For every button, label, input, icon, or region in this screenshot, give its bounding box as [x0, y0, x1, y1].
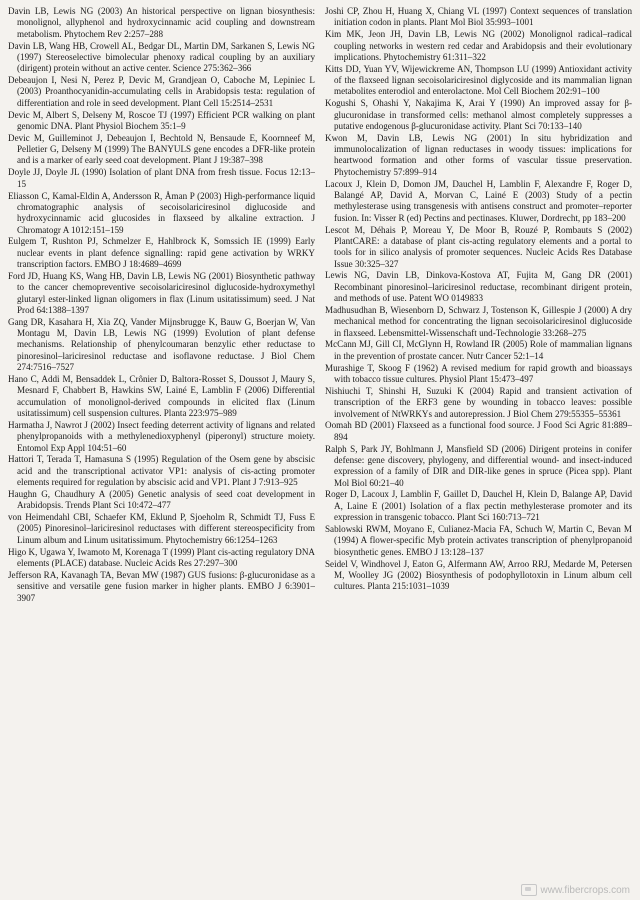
- reference-entry: Kim MK, Jeon JH, Davin LB, Lewis NG (2002) Monolignol radical–radical coupling networks in western red cedar and Arabidopsis and their evolutionary implications. Phytochemistry 61:311–322: [325, 29, 632, 62]
- reference-entry: Joshi CP, Zhou H, Huang X, Chiang VL (1997) Context sequences of translation initiation codon in plants. Plant Mol Biol 35:993–1001: [325, 6, 632, 28]
- reference-entry: Kogushi S, Ohashi Y, Nakajima K, Arai Y (1990) An improved assay for β-glucuronidase in transformed cells: methanol almost completely suppresses a putative endogenous β-glucuronidase activity. Plant Sci 70:133–140: [325, 98, 632, 131]
- reference-entry: Hattori T, Terada T, Hamasuna S (1995) Regulation of the Osem gene by abscisic acid and the transcriptional activator VP1: analysis of cis-acting promoter elements required for regulation by abscisic acid and VP1. Plant J 7:913–925: [8, 454, 315, 488]
- reference-entry: von Heimendahl CBI, Schaefer KM, Eklund P, Sjoeholm R, Schmidt TJ, Fuss E (2005) Pinoresinol–lariciresinol reductases with different stereospecificity from Linum album and Linum usitatissimum. Phytochemistry 66:1254–1263: [8, 512, 315, 545]
- reference-entry: Lewis NG, Davin LB, Dinkova-Kostova AT, Fujita M, Gang DR (2001) Recombinant pinoresinol–lariciresinol reductase, recombinant dirigent protein, and methods of use. Patent WO 0149833: [325, 270, 632, 304]
- reference-entry: McCann MJ, Gill CI, McGlynn H, Rowland IR (2005) Role of mammalian lignans in the prevention of prostate cancer. Nutr Cancer 52:1–14: [325, 339, 632, 361]
- reference-entry: Davin LB, Lewis NG (2003) An historical perspective on lignan biosynthesis: monolignol, allyphenol and hydroxycinnamic acid coupling and downstream metabolism. Phytochem Rev 2:257–288: [8, 6, 315, 39]
- reference-entry: Davin LB, Wang HB, Crowell AL, Bedgar DL, Martin DM, Sarkanen S, Lewis NG (1997) Stereoselective bimolecular phenoxy radical coupling by an auxiliary (dirigent) protein without an active center. Science 275:362–366: [8, 40, 315, 74]
- reference-entry: Seidel V, Windhovel J, Eaton G, Alfermann AW, Arroo RRJ, Medarde M, Petersen M, Woolley JG (2002) Biosynthesis of podophyllotoxin in Linum album cell cultures. Planta 215:1031–1039: [325, 558, 632, 592]
- reference-entry: Gang DR, Kasahara H, Xia ZQ, Vander Mijnsbrugge K, Bauw G, Boerjan W, Van Montagu M, Davin LB, Lewis NG (1999) Evolution of plant defense mechanisms. Relationship of phenylcoumaran benzylic ether reductase to pinoresinol–lariciresinol reductase and isoflavone reductase. J Biol Chem 274:7516–7527: [8, 316, 315, 373]
- reference-entry: Sablowski RWM, Moyano E, Culianez-Macia FA, Schuch W, Martin C, Bevan M (1994) A flower-specific Myb protein activates transcription of phenylpropanoid biosynthetic genes. EMBO J 13:128–137: [325, 523, 632, 557]
- watermark-logo-icon: [521, 884, 537, 896]
- reference-entry: Eulgem T, Rushton PJ, Schmelzer E, Hahlbrock K, Somssich IE (1999) Early nuclear events in plant defence signalling: rapid gene activation by WRKY transcription factors. EMBO J 18:4689–4699: [8, 236, 315, 270]
- reference-column-right: [325, 6, 632, 900]
- reference-column-left: [8, 6, 315, 900]
- reference-entry: Ralph S, Park JY, Bohlmann J, Mansfield SD (2006) Dirigent proteins in conifer defense: gene discovery, phylogeny, and differential wound- and insect-induced expression of a family of DIR and DIR-like genes in spruce (Picea spp). Plant Mol Biol 60:21–40: [325, 443, 632, 488]
- reference-entry: Hano C, Addi M, Bensaddek L, Crônier D, Baltora-Rosset S, Doussot J, Maury S, Mesnard F, Chabbert B, Hawkins SW, Lainé E, Lamblin F (2006) Differential accumulation of monolignol-derived compounds in elicited flax (Linum usitatissimum) cell suspension cultures. Planta 223:975–989: [8, 374, 315, 419]
- reference-entry: Oomah BD (2001) Flaxseed as a functional food source. J Food Sci Agric 81:889–894: [325, 420, 632, 442]
- reference-entry: Lescot M, Déhais P, Moreau Y, De Moor B, Rouzé P, Rombauts S (2002) PlantCARE: a database of plant cis-acting regulatory elements and a portal to tools for in silico analysis of promoter sequences. Nucleic Acids Res Database Issue 30:325–327: [325, 224, 632, 269]
- reference-entry: Eliasson C, Kamal-Eldin A, Andersson R, Åman P (2003) High-performance liquid chromatographic analysis of secoisolariciresinol diglucoside and hydroxycinnamic acid glucosides in flaxseed by alkaline extraction. J Chromatogr A 1012:151–159: [8, 190, 315, 235]
- reference-entry: Kwon M, Davin LB, Lewis NG (2001) In situ hybridization and immunolocalization of lignan reductases in woody tissues: implications for heartwood formation and other forms of vascular tissue preservation. Phytochemistry 57:899–914: [325, 132, 632, 177]
- reference-entry: Harmatha J, Nawrot J (2002) Insect feeding deterrent activity of lignans and related phenylpropanoids with a methylenedioxyphenyl (piperonyl) structure moiety. Entomol Exp Appl 104:51–60: [8, 419, 315, 453]
- reference-entry: Madhusudhan B, Wiesenborn D, Schwarz J, Tostenson K, Gillespie J (2000) A dry mechanical method for concentrating the lignan secoisolariciresinol diglucoside in flaxseed. Lebensmittel-Wissenschaft und-Technologie 33:268–275: [325, 304, 632, 338]
- reference-entry: Doyle JJ, Doyle JL (1990) Isolation of plant DNA from fresh tissue. Focus 12:13–15: [8, 167, 315, 189]
- reference-entry: Higo K, Ugawa Y, Iwamoto M, Korenaga T (1999) Plant cis-acting regulatory DNA elements (PLACE) database. Nucleic Acids Res 27:297–300: [8, 546, 315, 568]
- reference-entry: Roger D, Lacoux J, Lamblin F, Gaillet D, Dauchel H, Klein D, Balange AP, David A, Laine E (2001) Isolation of a flax pectin methylesterase promoter and its expression in transgenic tobacco. Plant Sci 160:713–721: [325, 489, 632, 523]
- reference-entry: Lacoux J, Klein D, Domon JM, Dauchel H, Lamblin F, Alexandre F, Roger D, Balangé AP, David A, Morvan C, Lainé E (2003) Study of a pectin methylesterase using transgenesis with antisens construct and promoter–reporter fusion. In: Visser R (ed) Pectins and pectinases. Kluwer, Dordrecht, pp 183–200: [325, 178, 632, 223]
- reference-entry: Ford JD, Huang KS, Wang HB, Davin LB, Lewis NG (2001) Biosynthetic pathway to the cancer chemopreventive secoisolariciresinol diglucoside-hydroxymethyl glutaryl ester-linked lignan oligomers in flax (Linum usitatissimum) seed. J Nat Prod 64:1388–1397: [8, 270, 315, 315]
- reference-entry: Debeaujon I, Nesi N, Perez P, Devic M, Grandjean O, Caboche M, Lepiniec L (2003) Proanthocyanidin-accumulating cells in Arabidopsis testa: regulation of differentiation and role in seed development. Plant Cell 15:2514–2531: [8, 75, 315, 108]
- watermark-text: www.fibercrops.com: [540, 884, 630, 896]
- reference-entry: Haughn G, Chaudhury A (2005) Genetic analysis of seed coat development in Arabidopsis. Trends Plant Sci 10:472–477: [8, 488, 315, 511]
- reference-entry: Kitts DD, Yuan YV, Wijewickreme AN, Thompson LU (1999) Antioxidant activity of the flaxseed lignan secoisolariciresinol diglycoside and its mammalian lignan metabolites enterodiol and enterolactone. Mol Cell Biochem 202:91–100: [325, 63, 632, 97]
- reference-entry: Jefferson RA, Kavanagh TA, Bevan MW (1987) GUS fusions: β-glucuronidase as a sensitive and versatile gene fusion marker in higher plants. EMBO J 6:3901–3907: [8, 569, 315, 603]
- reference-entry: Devic M, Albert S, Delseny M, Roscoe TJ (1997) Efficient PCR walking on plant genomic DNA. Plant Physiol Biochem 35:1–9: [8, 109, 315, 131]
- reference-entry: Nishiuchi T, Shinshi H, Suzuki K (2004) Rapid and transient activation of transcription of the ERF3 gene by wounding in tobacco leaves: possible involvement of NtWRKYs and autorepression. J Biol Chem 279:55355–55361: [325, 385, 632, 419]
- site-watermark: [521, 884, 630, 896]
- reference-entry: Murashige T, Skoog F (1962) A revised medium for rapid growth and bioassays with tobacco tissue cultures. Physiol Plant 15:473–497: [325, 362, 632, 384]
- reference-entry: Devic M, Guilleminot J, Debeaujon I, Bechtold N, Bensaude E, Koornneef M, Pelletier G, Delseny M (1999) The BANYULS gene encodes a DFR-like protein and is a marker of early seed coat development. Plant J 19:387–398: [8, 132, 315, 166]
